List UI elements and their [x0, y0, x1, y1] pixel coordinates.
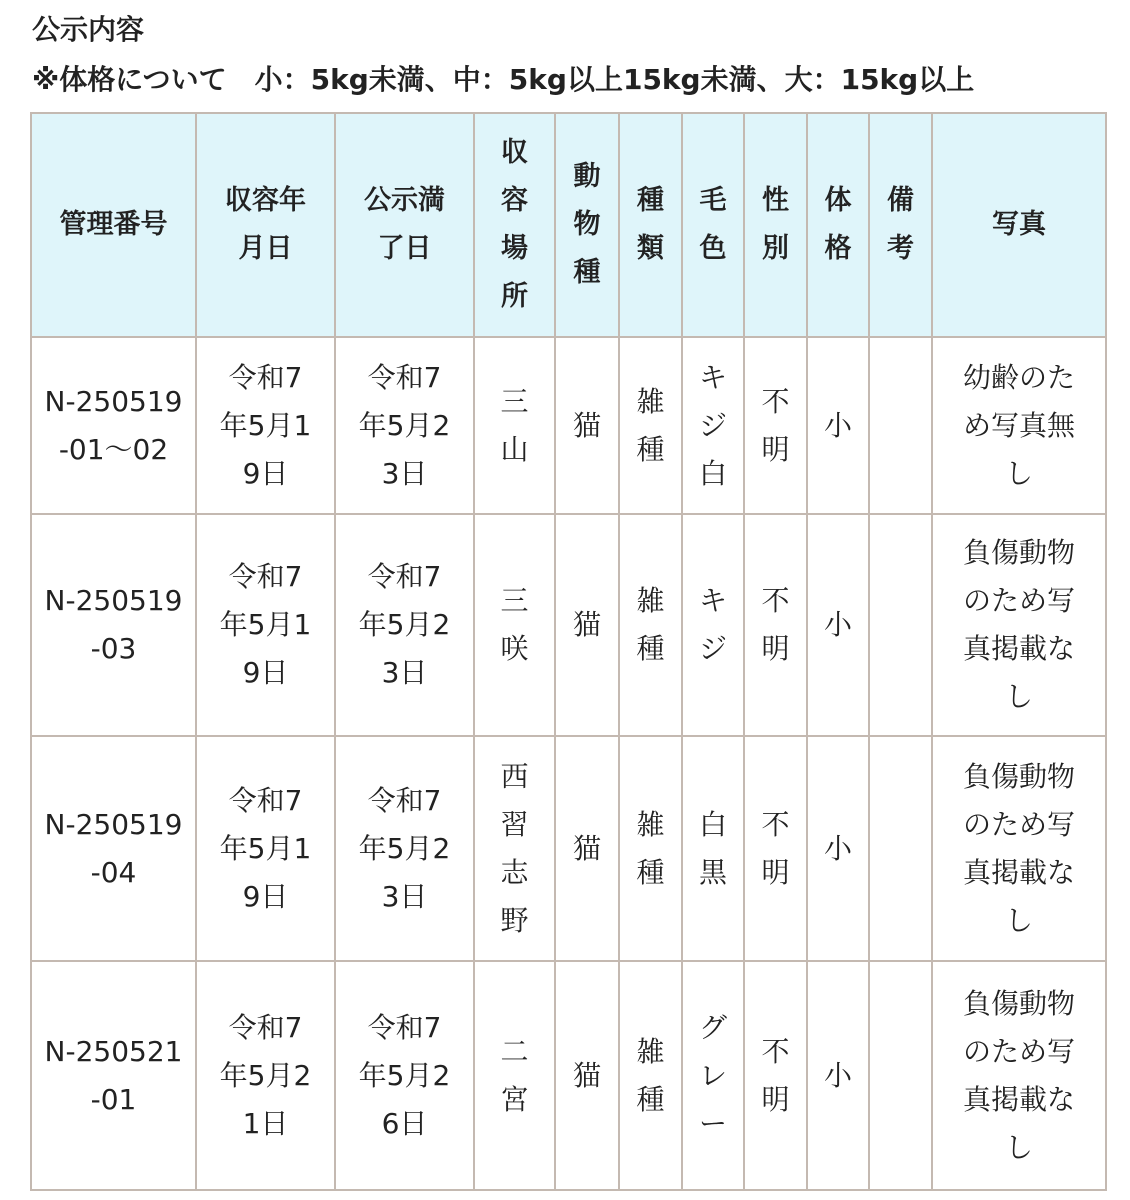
header-management-number: 管理番号 [31, 113, 196, 337]
header-size: 体格 [807, 113, 869, 337]
header-expiry-date: 公示満了日 [335, 113, 474, 337]
cell-location: 二宮 [474, 961, 555, 1190]
header-location: 収容場所 [474, 113, 555, 337]
cell-photo: 負傷動物のため写真掲載なし [932, 736, 1106, 961]
cell-intake-date: 令和7年5月21日 [196, 961, 335, 1190]
cell-remarks [869, 514, 932, 736]
table-row [31, 736, 1106, 961]
cell-size: 小 [807, 514, 869, 736]
cell-breed: 雑種 [619, 337, 682, 514]
cell-size: 小 [807, 337, 869, 514]
cell-management-number: N-250519-04 [31, 736, 196, 961]
cell-intake-date: 令和7年5月19日 [196, 736, 335, 961]
header-sex: 性別 [744, 113, 807, 337]
header-remarks: 備考 [869, 113, 932, 337]
cell-management-number: N-250521-01 [31, 961, 196, 1190]
cell-photo: 負傷動物のため写真掲載なし [932, 514, 1106, 736]
table-row [31, 514, 1106, 736]
cell-color: グレー [682, 961, 744, 1190]
cell-expiry-date: 令和7年5月23日 [335, 337, 474, 514]
cell-size: 小 [807, 736, 869, 961]
cell-location: 西習志野 [474, 736, 555, 961]
cell-sex: 不明 [744, 961, 807, 1190]
cell-location: 三山 [474, 337, 555, 514]
cell-animal: 猫 [555, 961, 619, 1190]
cell-sex: 不明 [744, 514, 807, 736]
cell-sex: 不明 [744, 736, 807, 961]
cell-expiry-date: 令和7年5月23日 [335, 736, 474, 961]
cell-animal: 猫 [555, 514, 619, 736]
table-row [31, 961, 1106, 1190]
header-animal: 動物種 [555, 113, 619, 337]
header-photo: 写真 [932, 113, 1106, 337]
cell-color: キジ白 [682, 337, 744, 514]
cell-remarks [869, 337, 932, 514]
cell-animal: 猫 [555, 736, 619, 961]
cell-sex: 不明 [744, 337, 807, 514]
header-row [31, 113, 1106, 337]
cell-management-number: N-250519-01～02 [31, 337, 196, 514]
cell-location: 三咲 [474, 514, 555, 736]
table-row [31, 337, 1106, 514]
cell-expiry-date: 令和7年5月23日 [335, 514, 474, 736]
header-color: 毛色 [682, 113, 744, 337]
cell-management-number: N-250519-03 [31, 514, 196, 736]
cell-photo: 幼齢のため写真無し [932, 337, 1106, 514]
cell-expiry-date: 令和7年5月26日 [335, 961, 474, 1190]
cell-color: キジ [682, 514, 744, 736]
cell-breed: 雑種 [619, 514, 682, 736]
notice-table [30, 112, 1107, 1191]
cell-size: 小 [807, 961, 869, 1190]
cell-animal: 猫 [555, 337, 619, 514]
header-breed: 種類 [619, 113, 682, 337]
section-heading: 公示内容 [32, 13, 145, 46]
cell-photo: 負傷動物のため写真掲載なし [932, 961, 1106, 1190]
cell-remarks [869, 961, 932, 1190]
cell-breed: 雑種 [619, 736, 682, 961]
cell-color: 白黒 [682, 736, 744, 961]
header-intake-date: 収容年月日 [196, 113, 335, 337]
cell-breed: 雑種 [619, 961, 682, 1190]
cell-remarks [869, 736, 932, 961]
cell-intake-date: 令和7年5月19日 [196, 337, 335, 514]
cell-intake-date: 令和7年5月19日 [196, 514, 335, 736]
size-note: ※体格について 小：5kg未満、中：5kg以上15kg未満、大：15kg以上 [32, 63, 975, 96]
